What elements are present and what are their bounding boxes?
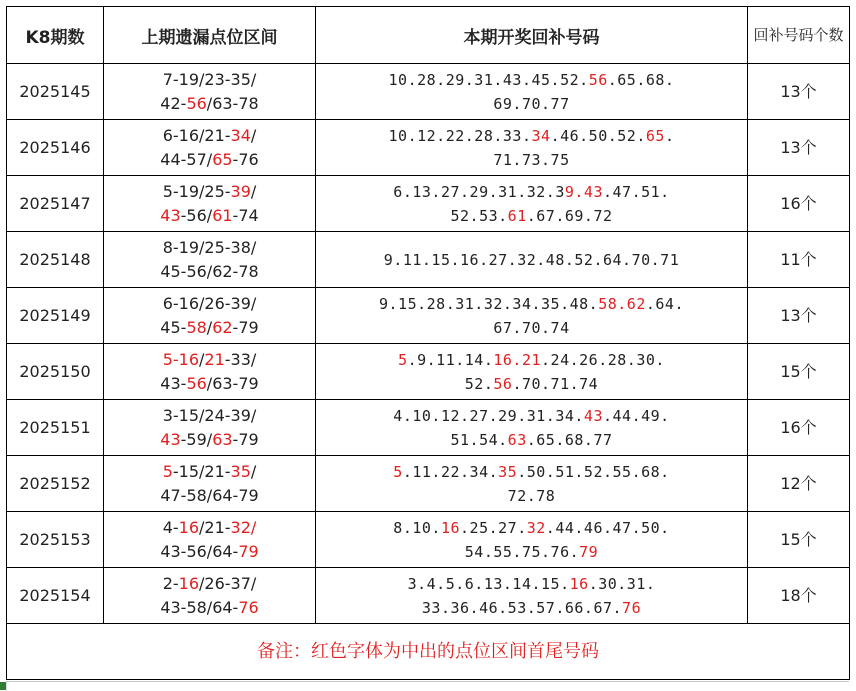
issue-cell[interactable]: 2025146 bbox=[7, 120, 104, 176]
hit-number: 56 bbox=[186, 373, 207, 393]
hit-number: 56 bbox=[588, 70, 608, 89]
hit-number: 34 bbox=[531, 126, 551, 145]
header-count[interactable]: 回补号码个数 bbox=[748, 7, 850, 64]
sheet-corner-marker bbox=[0, 682, 6, 690]
hit-number: 56 bbox=[186, 93, 207, 113]
hit-number: 5-16 bbox=[162, 349, 200, 369]
issue-cell[interactable]: 2025150 bbox=[7, 344, 104, 400]
number-text: 8.10. bbox=[393, 518, 441, 537]
range-line bbox=[104, 148, 315, 172]
count-cell[interactable]: 13个 bbox=[748, 64, 850, 120]
number-text: 42- bbox=[160, 93, 187, 113]
hit-number: 79 bbox=[579, 542, 599, 561]
hit-number: 65 bbox=[212, 149, 233, 169]
number-text: 33.36.46.53.57.66.67. bbox=[421, 598, 623, 617]
number-text: /63-78 bbox=[206, 93, 259, 113]
range-line bbox=[104, 124, 315, 148]
range-line bbox=[104, 92, 315, 116]
range-line bbox=[104, 260, 315, 284]
number-text: -74 bbox=[232, 205, 259, 225]
count-cell[interactable]: 13个 bbox=[748, 288, 850, 344]
hit-number: 16 bbox=[440, 518, 461, 537]
numbers-cell[interactable] bbox=[316, 288, 748, 344]
number-text: 45- bbox=[160, 317, 187, 337]
range-line bbox=[104, 404, 315, 428]
number-text: -79 bbox=[232, 429, 259, 449]
numbers-line bbox=[316, 148, 747, 172]
numbers-line bbox=[316, 460, 747, 484]
issue-cell[interactable]: 2025151 bbox=[7, 400, 104, 456]
header-issue[interactable]: K8期数 bbox=[7, 7, 104, 64]
number-text: 52.53. bbox=[450, 206, 508, 225]
number-text: .9.11.14. bbox=[407, 350, 494, 369]
hit-number: 9.43 bbox=[564, 182, 603, 201]
number-text: 7-19/23-35/ bbox=[162, 69, 257, 89]
hit-number: 32 bbox=[526, 518, 546, 537]
range-line bbox=[104, 68, 315, 92]
number-text: 71.73.75 bbox=[493, 150, 570, 169]
missing-range-cell[interactable] bbox=[104, 288, 316, 344]
issue-cell[interactable]: 2025145 bbox=[7, 64, 104, 120]
number-text: -59/ bbox=[180, 429, 213, 449]
hit-number: 21 bbox=[204, 349, 225, 369]
number-text: 43-56/64- bbox=[160, 541, 239, 561]
table-row bbox=[7, 64, 850, 120]
missing-range-cell[interactable] bbox=[104, 512, 316, 568]
range-line bbox=[104, 236, 315, 260]
numbers-line bbox=[316, 484, 747, 508]
numbers-line bbox=[316, 92, 747, 116]
count-cell[interactable]: 15个 bbox=[748, 512, 850, 568]
number-text: -76 bbox=[232, 149, 259, 169]
table-row bbox=[7, 568, 850, 624]
number-text: 10.12.22.28.33. bbox=[388, 126, 532, 145]
range-line bbox=[104, 484, 315, 508]
number-text: 54.55.75.76. bbox=[464, 542, 580, 561]
header-numbers[interactable]: 本期开奖回补号码 bbox=[316, 7, 748, 64]
table-row bbox=[7, 232, 850, 288]
hit-number: 63 bbox=[212, 429, 233, 449]
number-text: 6-16/21- bbox=[162, 125, 231, 145]
missing-range-cell[interactable] bbox=[104, 120, 316, 176]
missing-range-cell[interactable] bbox=[104, 232, 316, 288]
number-text: 8-19/25-38/ bbox=[162, 237, 257, 257]
hit-number: 34 bbox=[230, 125, 251, 145]
number-text: 6-16/26-39/ bbox=[162, 293, 257, 313]
table-row bbox=[7, 400, 850, 456]
hit-number: 5 bbox=[162, 461, 173, 481]
count-cell[interactable]: 16个 bbox=[748, 176, 850, 232]
number-text: .50.51.52.55.68. bbox=[517, 462, 670, 481]
hit-number: 43 bbox=[160, 205, 181, 225]
number-text: 52. bbox=[464, 374, 494, 393]
range-line bbox=[104, 596, 315, 620]
note-row bbox=[7, 624, 850, 680]
number-text: 3.4.5.6.13.14.15. bbox=[407, 574, 570, 593]
number-text: 4- bbox=[162, 517, 179, 537]
hit-number: 16 bbox=[178, 573, 200, 593]
number-text: -79 bbox=[232, 317, 259, 337]
number-text: 10.28.29.31.43.45.52. bbox=[388, 70, 589, 89]
number-text: -15/21- bbox=[172, 461, 231, 481]
issue-cell[interactable]: 2025149 bbox=[7, 288, 104, 344]
range-line bbox=[104, 428, 315, 452]
number-text: / bbox=[199, 349, 205, 369]
table-row bbox=[7, 120, 850, 176]
table-row bbox=[7, 288, 850, 344]
numbers-cell[interactable] bbox=[316, 456, 748, 512]
numbers-cell[interactable] bbox=[316, 232, 748, 288]
numbers-cell[interactable] bbox=[316, 344, 748, 400]
numbers-line bbox=[316, 248, 747, 272]
hit-number: 63 bbox=[507, 430, 527, 449]
number-text: .46.50.52. bbox=[550, 126, 646, 145]
number-text: / bbox=[250, 125, 257, 145]
number-text: 4.10.12.27.29.31.34. bbox=[393, 406, 584, 425]
hit-number: 56 bbox=[493, 374, 513, 393]
number-text: .44.46.47.50. bbox=[545, 518, 670, 537]
table-row bbox=[7, 512, 850, 568]
table-row bbox=[7, 176, 850, 232]
number-text: .67.69.72 bbox=[526, 206, 613, 225]
number-text: 9.15.28.31.32.34.35.48. bbox=[379, 294, 599, 313]
number-text: 43-58/64- bbox=[160, 597, 239, 617]
number-text: .11.22.34. bbox=[402, 462, 499, 481]
hit-number: 58 bbox=[186, 317, 207, 337]
number-text: -56/ bbox=[180, 205, 213, 225]
range-line bbox=[104, 316, 315, 340]
range-line bbox=[104, 292, 315, 316]
numbers-line bbox=[316, 204, 747, 228]
number-text: .64. bbox=[645, 294, 684, 313]
number-text: /21- bbox=[199, 517, 231, 537]
note-cell[interactable]: 备注：红色字体为中出的点位区间首尾号码 bbox=[7, 624, 850, 680]
numbers-line bbox=[316, 348, 747, 372]
numbers-line bbox=[316, 316, 747, 340]
hit-number: 79 bbox=[238, 541, 259, 561]
range-line bbox=[104, 204, 315, 228]
issue-cell[interactable]: 2025153 bbox=[7, 512, 104, 568]
number-text: 67.70.74 bbox=[493, 318, 570, 337]
issue-cell[interactable]: 2025154 bbox=[7, 568, 104, 624]
missing-range-cell[interactable] bbox=[104, 568, 316, 624]
hit-number: 35 bbox=[230, 461, 251, 481]
hit-number: 16 bbox=[569, 574, 589, 593]
number-text: 9.11.15.16.27.32.48.52.64.70.71 bbox=[383, 250, 680, 269]
count-cell[interactable]: 15个 bbox=[748, 344, 850, 400]
hit-number: 5 bbox=[393, 462, 403, 481]
number-text: 51.54. bbox=[450, 430, 508, 449]
range-line bbox=[104, 460, 315, 484]
range-line bbox=[104, 516, 315, 540]
numbers-cell[interactable] bbox=[316, 568, 748, 624]
number-text: .65.68. bbox=[607, 70, 675, 89]
number-text: 2- bbox=[162, 573, 179, 593]
issue-cell[interactable]: 2025148 bbox=[7, 232, 104, 288]
number-text: -33/ bbox=[224, 349, 257, 369]
count-cell[interactable]: 13个 bbox=[748, 120, 850, 176]
number-text: /63-79 bbox=[206, 373, 259, 393]
range-line bbox=[104, 572, 315, 596]
hit-number: 65 bbox=[645, 126, 665, 145]
number-text: .44.49. bbox=[602, 406, 670, 425]
numbers-line bbox=[316, 572, 747, 596]
hit-number: 61 bbox=[507, 206, 527, 225]
range-line bbox=[104, 540, 315, 564]
number-text: .30.31. bbox=[588, 574, 656, 593]
number-text: 45-56/62-78 bbox=[160, 261, 259, 281]
number-text: 47-58/64-79 bbox=[160, 485, 259, 505]
issue-cell[interactable]: 2025152 bbox=[7, 456, 104, 512]
hit-number: 35 bbox=[498, 462, 518, 481]
number-text: 72.78 bbox=[507, 486, 556, 505]
count-cell[interactable]: 18个 bbox=[748, 568, 850, 624]
missing-range-cell[interactable] bbox=[104, 176, 316, 232]
numbers-cell[interactable] bbox=[316, 400, 748, 456]
header-missing-range[interactable]: 上期遗漏点位区间 bbox=[104, 7, 316, 64]
number-text: .25.27. bbox=[460, 518, 527, 537]
number-text: .24.26.28.30. bbox=[541, 350, 665, 369]
numbers-line bbox=[316, 372, 747, 396]
table-body bbox=[7, 64, 850, 624]
count-cell[interactable]: 11个 bbox=[748, 232, 850, 288]
numbers-line bbox=[316, 68, 747, 92]
hit-number: 62 bbox=[212, 317, 233, 337]
hit-number: 76 bbox=[238, 597, 259, 617]
range-line bbox=[104, 180, 315, 204]
missing-range-cell[interactable] bbox=[104, 344, 316, 400]
missing-range-cell[interactable] bbox=[104, 456, 316, 512]
table-row bbox=[7, 456, 850, 512]
hit-number: 43 bbox=[160, 429, 181, 449]
hit-number: 5 bbox=[398, 350, 408, 369]
lottery-table bbox=[6, 6, 850, 680]
number-text: .70.71.74 bbox=[512, 374, 599, 393]
number-text: 3-15/24-39/ bbox=[162, 405, 257, 425]
numbers-line bbox=[316, 292, 747, 316]
numbers-cell[interactable] bbox=[316, 512, 748, 568]
count-cell[interactable]: 16个 bbox=[748, 400, 850, 456]
hit-number: 76 bbox=[622, 598, 642, 617]
number-text: .65.68.77 bbox=[526, 430, 613, 449]
missing-range-cell[interactable] bbox=[104, 64, 316, 120]
missing-range-cell[interactable] bbox=[104, 400, 316, 456]
numbers-cell[interactable] bbox=[316, 176, 748, 232]
numbers-line bbox=[316, 124, 747, 148]
numbers-cell[interactable] bbox=[316, 64, 748, 120]
hit-number: 16 bbox=[178, 517, 200, 537]
numbers-line bbox=[316, 540, 747, 564]
number-text: / bbox=[206, 317, 213, 337]
hit-number: 39 bbox=[230, 181, 251, 201]
hit-number: 58.62 bbox=[598, 294, 646, 313]
numbers-line bbox=[316, 180, 747, 204]
number-text: 5-19/25- bbox=[162, 181, 231, 201]
number-text: 6.13.27.29.31.32.3 bbox=[393, 182, 565, 201]
number-text: /26-37/ bbox=[199, 573, 257, 593]
numbers-line bbox=[316, 428, 747, 452]
range-line bbox=[104, 348, 315, 372]
numbers-line bbox=[316, 596, 747, 620]
issue-cell[interactable]: 2025147 bbox=[7, 176, 104, 232]
number-text: / bbox=[250, 461, 257, 481]
hit-number: 61 bbox=[212, 205, 233, 225]
numbers-line bbox=[316, 404, 747, 428]
numbers-line bbox=[316, 516, 747, 540]
number-text: 44-57/ bbox=[160, 149, 213, 169]
number-text: 43- bbox=[160, 373, 187, 393]
number-text: .47.51. bbox=[602, 182, 670, 201]
table-row bbox=[7, 344, 850, 400]
hit-number: 16.21 bbox=[493, 350, 542, 369]
header-row bbox=[7, 7, 850, 64]
number-text: . bbox=[664, 126, 675, 145]
number-text: 69.70.77 bbox=[493, 94, 570, 113]
count-cell[interactable]: 12个 bbox=[748, 456, 850, 512]
range-line bbox=[104, 372, 315, 396]
numbers-cell[interactable] bbox=[316, 120, 748, 176]
number-text: / bbox=[250, 181, 257, 201]
hit-number: 32/ bbox=[230, 517, 257, 537]
hit-number: 43 bbox=[583, 406, 603, 425]
